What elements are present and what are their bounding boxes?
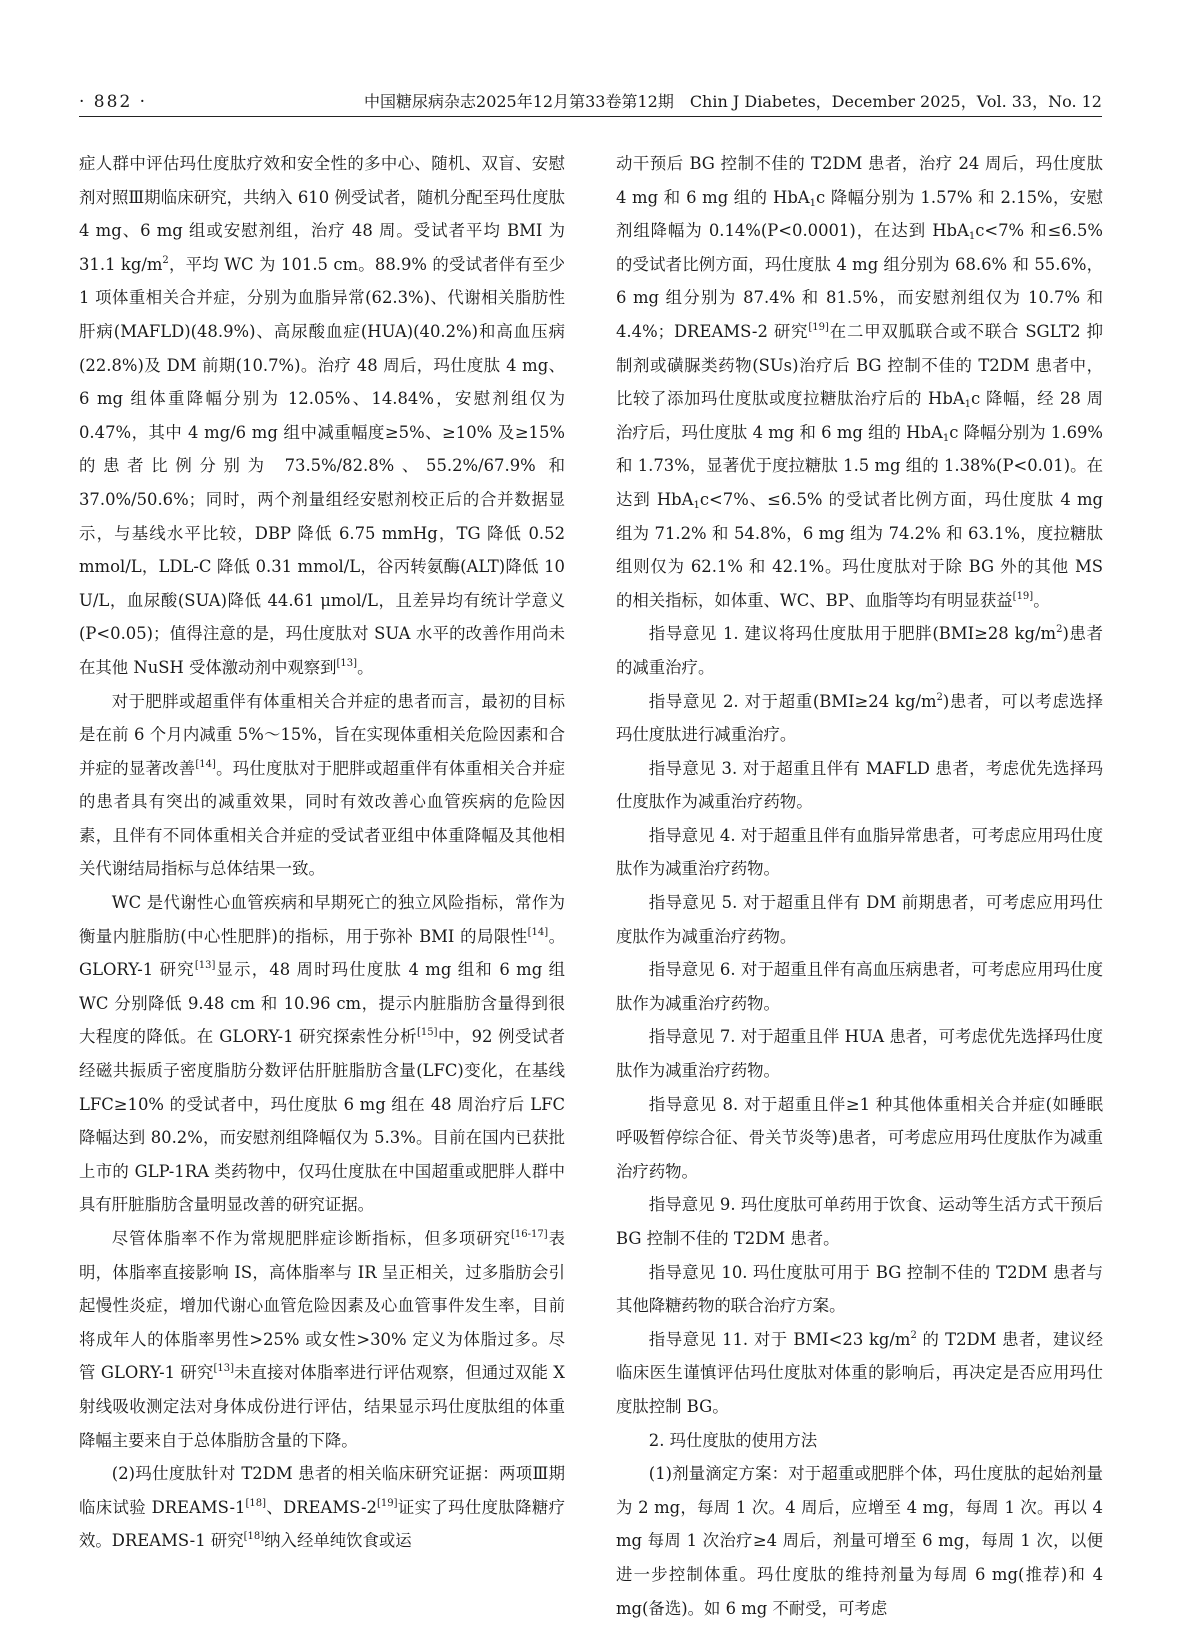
superscript: 2 [162,254,169,266]
superscript: [14] [195,758,216,770]
paragraph [616,1323,1103,1424]
paragraph [616,1457,1103,1625]
text-run: 表明，体脂率直接影响 IS，高体脂率与 IR 呈正相关，过多脂肪会引起慢性炎症，增加代谢心血管危险因素及心血管事件发生率，目前将成年人的体脂率男性>25% 或女性>30% 定义为体脂过多。尽管 GLORY-1 研究 [79,1229,566,1383]
text-run: 指导意见 8. 对于超重且伴≥1 种其他体重相关合并症(如睡眠呼吸暂停综合征、骨关节炎等)患者，可考虑应用玛仕度肽作为减重治疗药物。 [616,1094,1103,1181]
text-run: 在二甲双胍联合或不联合 SGLT2 抑制剂或磺脲类药物(SUs)治疗后 BG 控制不佳的 T2DM 患者中，比较了添加玛仕度肽或度拉糖肽治疗后的 HbA [616,321,1103,409]
text-run: 、DREAMS-2 [265,1497,377,1517]
text-run: 。玛仕度肽对于肥胖或超重伴有体重相关合并症的患者具有突出的减重效果，同时有效改善心血管疾病的危险因素，且伴有不同体重相关合并症的受试者亚组中体重降幅及其他相关代谢结局指标与总体结果一致。 [79,758,566,879]
text-run: 2. 玛仕度肽的使用方法 [648,1430,818,1450]
left-column [79,147,565,1607]
text-run: 。 [1033,590,1050,610]
text-run: c 降幅分别为 1.69% 和 1.73%，显著优于度拉糖肽 1.5 mg 组的 1.38%(P<0.01)。在达到 HbA [616,422,1103,509]
superscript: [19] [808,321,829,333]
text-run: 指导意见 1. 建议将玛仕度肽用于肥胖(BMI≥28 kg/m [648,624,1057,644]
paragraph [616,819,1103,886]
paragraph [79,685,565,887]
text-run: 症人群中评估玛仕度肽疗效和安全性的多中心、随机、双盲、安慰剂对照Ⅲ期临床研究，共纳入 610 例受试者，随机分配至玛仕度肽 4 mg、6 mg 组或安慰剂组，治疗 48 周。受试者平均 BMI 为 31.1 kg/m [79,154,565,274]
superscript: [13] [336,657,358,669]
text-run: 动干预后 BG 控制不佳的 T2DM 患者，治疗 24 周后，玛仕度肽 4 mg 和 6 mg 组的 HbA [616,154,1103,207]
text-run: c<7% 和≤6.5% 的受试者比例方面，玛仕度肽 4 mg 组分别为 68.6% 和 55.6%，6 mg 组分别为 87.4% 和 81.5%，而安慰剂组仅为 10.7% 和 4.4%；DREAMS-2 研究 [616,221,1103,341]
text-run: 显示，48 周时玛仕度肽 4 mg 组和 6 mg 组 WC 分别降低 9.48 cm 和 10.96 cm，提示内脏脂肪含量得到很大程度的降低。在 GLORY-1 研究探索性分析 [79,960,565,1047]
text-run: c<7%、≤6.5% 的受试者比例方面，玛仕度肽 4 mg 组为 71.2% 和 54.8%，6 mg 组为 74.2% 和 63.1%，度拉糖肽组则仅为 62.1% 和 42.1%。玛仕度肽对于除 BG 外的其他 MS 的相关指标，如体重、WC、BP、血脂等均有明显获益 [616,489,1103,610]
paragraph [616,1256,1103,1323]
paragraph [79,1457,565,1558]
superscript: [13] [213,1363,234,1375]
text-run: 证实了玛仕度肽降糖疗效。DREAMS-1 研究 [79,1497,565,1551]
text-run: c 降幅，经 28 周治疗后，玛仕度肽 4 mg 和 6 mg 组的 HbA [616,389,1103,442]
text-run: 。 [357,657,374,677]
superscript: [19] [1012,590,1034,602]
superscript: [15] [416,1027,438,1039]
paragraph [616,886,1103,953]
text-run: (1)剂量滴定方案：对于超重或肥胖个体，玛仕度肽的起始剂量为 2 mg，每周 1 次。4 周后，应增至 4 mg，每周 1 次。再以 4 mg 每周 1 次治疗≥4 周后，剂量可增至 6 mg，每周 1 次，以便进一步控制体重。玛仕度肽的维持剂量为每周 6 mg(推荐)和 4 mg(备选)。如 6 mg 不耐受，可考虑 [616,1464,1103,1618]
text-run: 指导意见 5. 对于超重且伴有 DM 前期患者，可考虑应用玛仕度肽作为减重治疗药物。 [616,893,1103,946]
text-run: 对于肥胖或超重伴有体重相关合并症的患者而言，最初的目标是在前 6 个月内减重 5%～15%，旨在实现体重相关危险因素和合并症的显著改善 [79,691,565,778]
superscript: 2 [910,1329,917,1341]
text-run: 的 T2DM 患者，建议经临床医生谨慎评估玛仕度肽对体重的影响后，再决定是否应用玛仕度肽控制 BG。 [616,1329,1103,1416]
text-run: 中，92 例受试者经磁共振质子密度脂肪分数评估肝脏脂肪含量(LFC)变化，在基线 LFC≥10% 的受试者中，玛仕度肽 6 mg 组在 48 周治疗后 LFC 降幅达到 80.2%，而安慰剂组降幅仅为 5.3%。目前在国内已获批上市的 GLP-1RA 类药物中，仅玛仕度肽在中国超重或肥胖人群中具有肝脏脂肪含量明显改善的研究证据。 [79,1027,565,1215]
text-run: 未直接对体脂率进行评估观察，但通过双能 X 射线吸收测定法对身体成份进行评估，结果显示玛仕度肽组的体重降幅主要来自于总体脂肪含量的下降。 [79,1363,565,1450]
paragraph [616,1188,1103,1255]
text-run: 指导意见 3. 对于超重且伴有 MAFLD 患者，考虑优先选择玛仕度肽作为减重治疗药物。 [616,758,1103,812]
text-run: 尽管体脂率不作为常规肥胖症诊断指标，但多项研究 [111,1229,512,1248]
text-run: 指导意见 10. 玛仕度肽可用于 BG 控制不佳的 T2DM 患者与其他降糖药物的联合治疗方案。 [616,1262,1103,1316]
text-run: 。GLORY-1 研究 [79,926,566,980]
superscript: [16-17] [511,1229,548,1240]
page-number: · 882 · [79,92,148,112]
superscript: [14] [527,926,549,938]
superscript: 2 [936,691,943,703]
paragraph [616,685,1103,752]
header-rule [79,116,1102,117]
subscript: 1 [809,197,817,209]
paragraph [616,147,1103,617]
text-run: 指导意见 9. 玛仕度肽可单药用于饮食、运动等生活方式干预后 BG 控制不佳的 T2DM 患者。 [616,1195,1103,1248]
text-run: )患者，可以考虑选择玛仕度肽进行减重治疗。 [616,691,1103,745]
paragraph [79,886,565,1222]
paragraph [79,147,565,685]
superscript: 2 [1056,624,1063,636]
text-run: ，平均 WC 为 101.5 cm。88.9% 的受试者伴有至少 1 项体重相关合并症，分别为血脂异常(62.3%)、代谢相关脂肪性肝病(MAFLD)(48.9%)、高尿酸血症(HUA)(40.2%)和高血压病(22.8%)及 DM 前期(10.7%)。治疗 48 周后，玛仕度肽 4 mg、6 mg 组体重降幅分别为 12.05%、14.84%，安慰剂组仅为 0.47%，其中 4 mg/6 mg 组中减重幅度≥5%、≥10% 及≥15% 的患者比例分别为 73.5%/82.8%、55.2%/67.9% 和 37.0%/50.6%；同时，两个剂量组经安慰剂校正后的合并数据显示，与基线水平比较，DBP 降低 6.75 mmHg，TG 降低 0.52 mmol/L，LDL-C 降低 0.31 mmol/L，谷丙转氨酶(ALT)降低 10 U/L，血尿酸(SUA)降低 44.61 μmol/L，且差异均有统计学意义(P<0.05)；值得注意的是，玛仕度肽对 SUA 水平的改善作用尚未在其他 NuSH 受体激动剂中观察到 [79,254,565,677]
running-header [79,86,1102,112]
paragraph [616,752,1103,819]
paragraph [616,953,1103,1020]
text-run: 指导意见 2. 对于超重(BMI≥24 kg/m [648,691,937,711]
subscript: 1 [968,231,976,243]
text-run: (2)玛仕度肽针对 T2DM 患者的相关临床研究证据：两项Ⅲ期临床试验 DREAMS-1 [79,1464,565,1517]
superscript: [13] [194,960,216,972]
subscript: 1 [693,499,700,511]
text-run: 纳入经单纯饮食或运 [264,1531,412,1551]
paragraph [616,1088,1103,1189]
text-run: 指导意见 6. 对于超重且伴有高血压病患者，可考虑应用玛仕度肽作为减重治疗药物。 [616,960,1103,1013]
text-run: 指导意见 7. 对于超重且伴 HUA 患者，可考虑优先选择玛仕度肽作为减重治疗药物。 [616,1027,1103,1081]
paragraph [79,1222,565,1457]
paragraph [616,1020,1103,1087]
journal-citation: 中国糖尿病杂志2025年12月第33卷第12期 Chin J Diabetes，December 2025，Vol. 33，No. 12 [364,92,1102,111]
paragraph [616,617,1103,684]
text-run: 指导意见 11. 对于 BMI<23 kg/m [648,1329,911,1349]
subscript: 1 [942,432,950,444]
paragraph [616,1424,1103,1458]
superscript: [18] [243,1531,265,1543]
superscript: [19] [376,1497,398,1509]
text-run: )患者的减重治疗。 [616,624,1103,677]
superscript: [18] [245,1497,266,1509]
text-run: c 降幅分别为 1.57% 和 2.15%，安慰剂组降幅为 0.14%(P<0.0001)，在达到 HbA [616,187,1103,241]
right-column [616,147,1103,1618]
subscript: 1 [964,399,972,411]
text-run: WC 是代谢性心血管疾病和早期死亡的独立风险指标，常作为衡量内脏脂肪(中心性肥胖)的指标，用于弥补 BMI 的局限性 [79,893,565,946]
text-run: 指导意见 4. 对于超重且伴有血脂异常患者，可考虑应用玛仕度肽作为减重治疗药物。 [616,825,1103,879]
